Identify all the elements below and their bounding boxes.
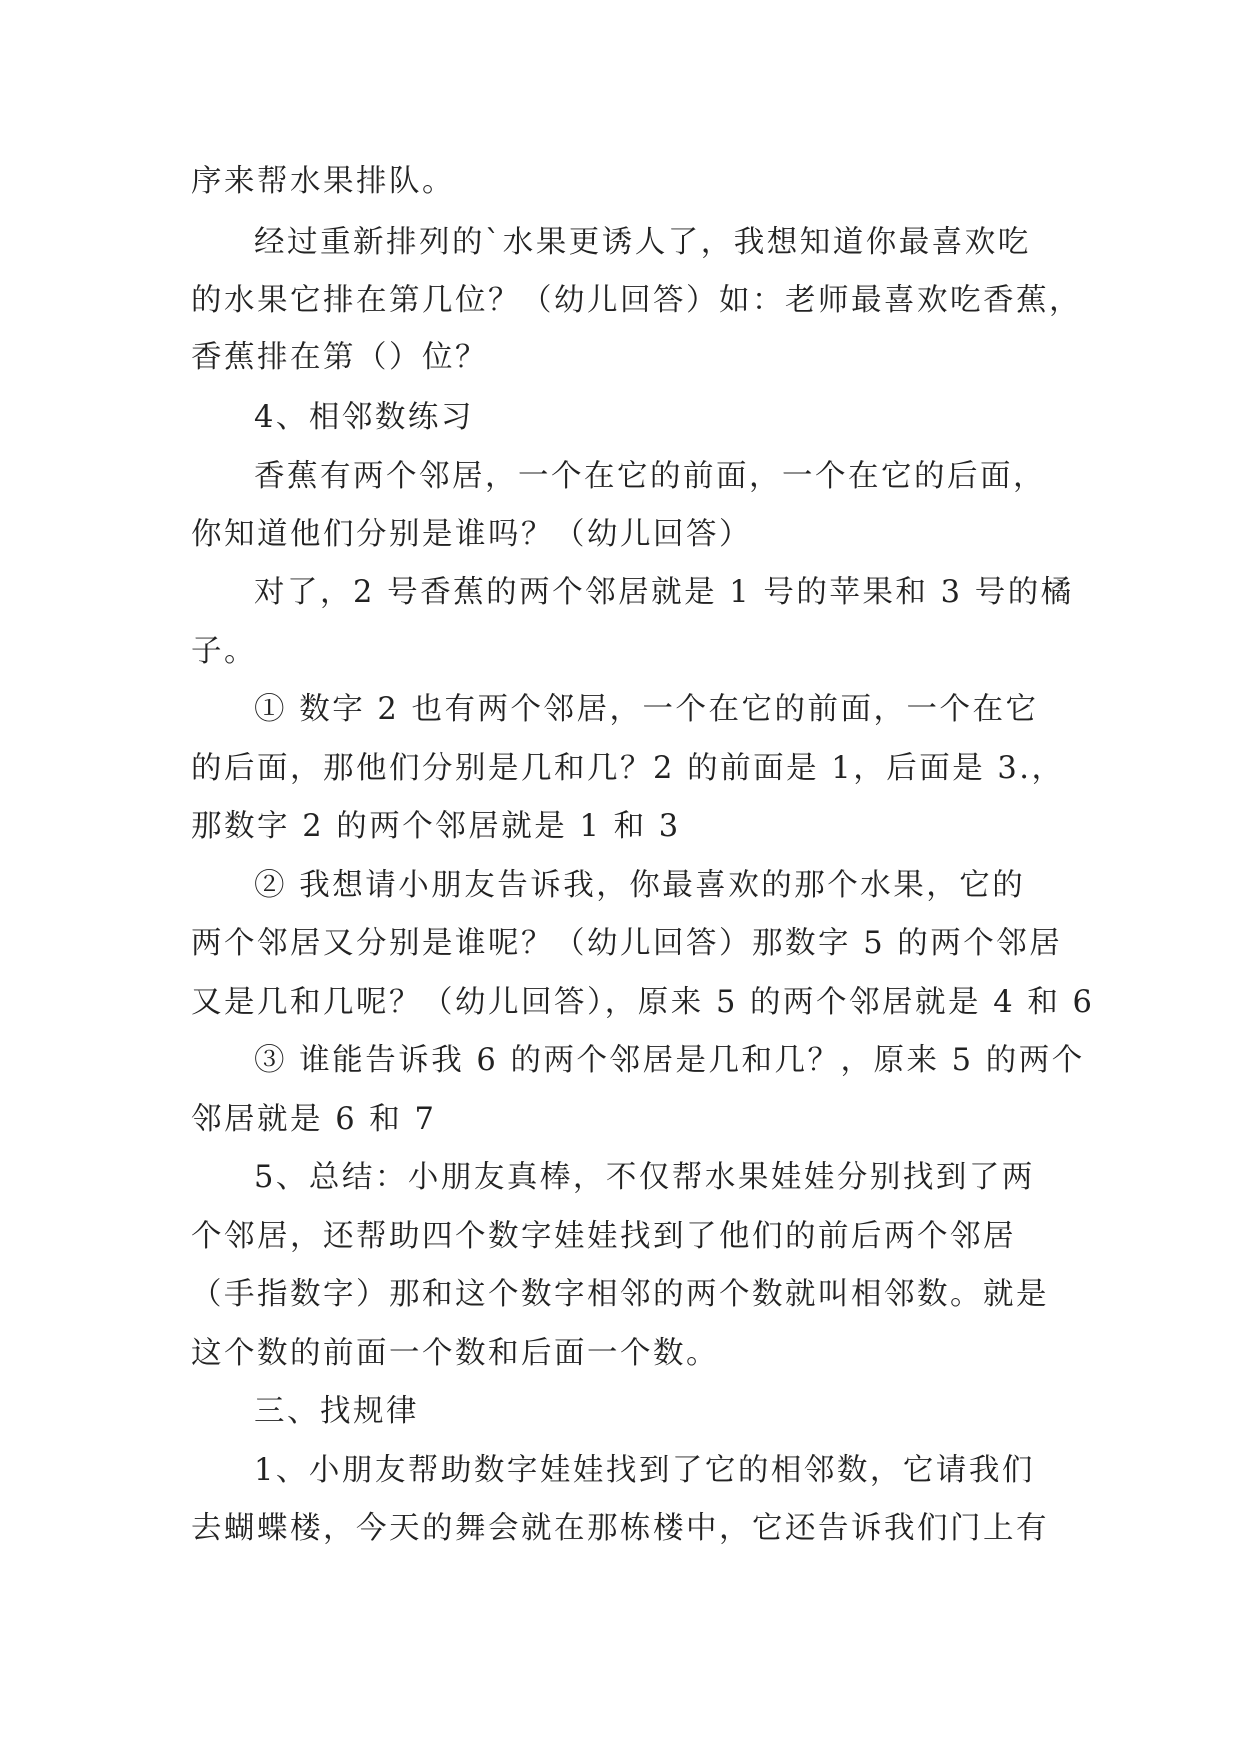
text-line: 香蕉排在第（）位？ (191, 340, 488, 375)
text-line: 去蝴蝶楼，今天的舞会就在那栋楼中，它还告诉我们门上有 (191, 1511, 1049, 1546)
text-line: 的后面，那他们分别是几和几？2 的前面是 1，后面是 3.， (191, 751, 1065, 786)
text-line: 两个邻居又分别是谁呢？（幼儿回答）那数字 5 的两个邻居 (191, 926, 1063, 961)
text-line: 你知道他们分别是谁吗？（幼儿回答） (191, 517, 752, 552)
text-line: 邻居就是 6 和 7 (191, 1102, 437, 1137)
text-line: ③ 谁能告诉我 6 的两个邻居是几和几？，原来 5 的两个 (254, 1043, 1085, 1078)
text-line: 序来帮水果排队。 (191, 164, 455, 199)
section-heading: 三、找规律 (254, 1394, 419, 1429)
text-line: 这个数的前面一个数和后面一个数。 (191, 1336, 719, 1371)
text-line: 的水果它排在第几位？（幼儿回答）如：老师最喜欢吃香蕉， (191, 283, 1082, 318)
text-line: 对了，2 号香蕉的两个邻居就是 1 号的苹果和 3 号的橘 (254, 575, 1074, 610)
text-line: ① 数字 2 也有两个邻居，一个在它的前面，一个在它 (254, 692, 1039, 727)
text-line: 那数字 2 的两个邻居就是 1 和 3 (191, 809, 681, 844)
text-line: ② 我想请小朋友告诉我，你最喜欢的那个水果，它的 (254, 868, 1026, 903)
text-line: （手指数字）那和这个数字相邻的两个数就叫相邻数。就是 (191, 1277, 1049, 1312)
text-line: 经过重新排列的`水果更诱人了，我想知道你最喜欢吃 (254, 225, 1031, 260)
text-line: 1、小朋友帮助数字娃娃找到了它的相邻数，它请我们 (254, 1453, 1035, 1488)
text-line: 又是几和几呢？（幼儿回答），原来 5 的两个邻居就是 4 和 6 (191, 985, 1095, 1020)
section-heading: 4、相邻数练习 (254, 400, 474, 435)
text-line: 子。 (191, 634, 257, 669)
text-line: 5、总结：小朋友真棒，不仅帮水果娃娃分别找到了两 (254, 1160, 1035, 1195)
text-line: 香蕉有两个邻居，一个在它的前面，一个在它的后面， (254, 459, 1046, 494)
text-line: 个邻居，还帮助四个数字娃娃找到了他们的前后两个邻居 (191, 1219, 1016, 1254)
